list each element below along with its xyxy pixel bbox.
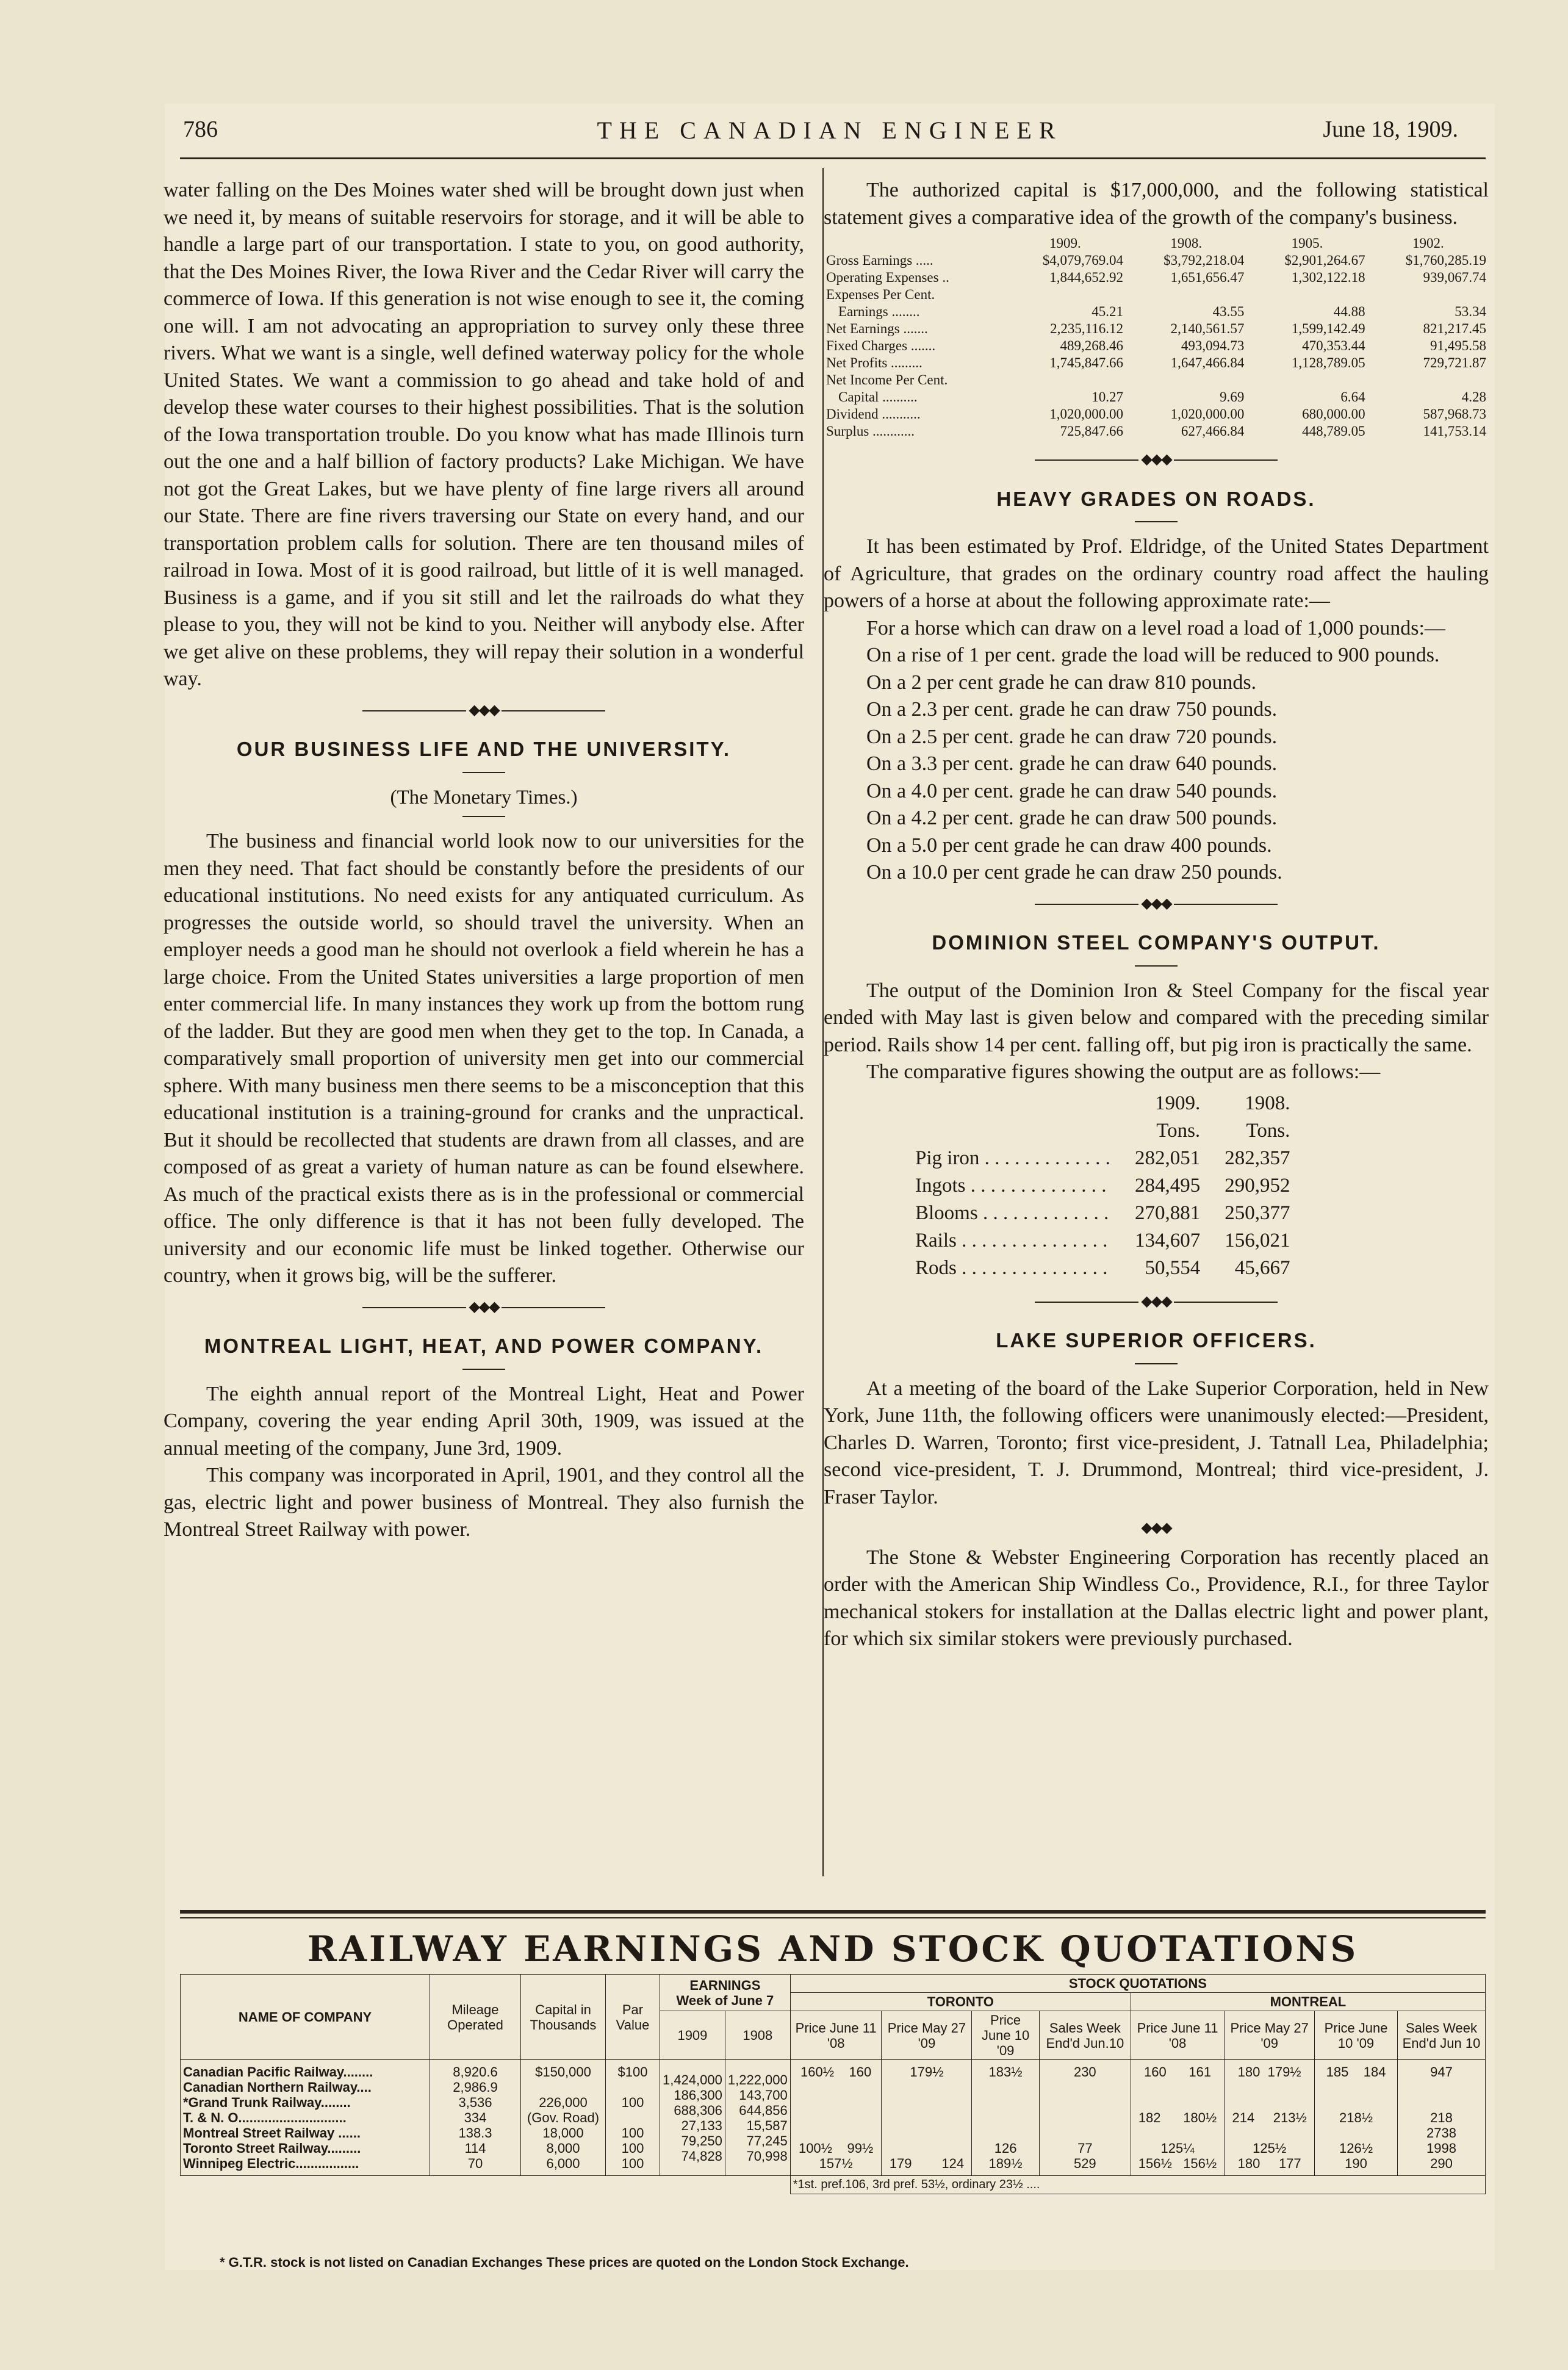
table-header-row bbox=[824, 235, 1489, 252]
capital-header: Capital in Thousands bbox=[521, 1975, 606, 2060]
earnings-1908-values: 1,222,000 143,700 644,856 15,587 77,245 70,998 bbox=[725, 2060, 790, 2176]
grade-line: On a 4.2 per cent. grade he can draw 500 pounds. bbox=[866, 807, 1278, 829]
table-row: Surplus ............ 725,847.66 627,466.84 448,789.05 141,753.14 bbox=[826, 423, 1486, 439]
mileage-header: Mileage Operated bbox=[430, 1975, 521, 2060]
montreal-heading: MONTREAL LIGHT, HEAT, AND POWER COMPANY. bbox=[204, 1334, 764, 1357]
table-row: Blooms . . . . . . . . . . . . . 270,881 250,377 bbox=[915, 1201, 1290, 1224]
year-header: 1902. bbox=[1412, 236, 1444, 251]
quote-header: Price June 10 '09 bbox=[972, 2011, 1039, 2060]
ornament-divider: ◆◆◆ bbox=[164, 697, 804, 724]
short-rule bbox=[1135, 1363, 1178, 1364]
week-label: Week of June 7 bbox=[676, 1992, 774, 2008]
ornament-divider: ◆◆◆ bbox=[164, 1294, 804, 1321]
short-rule bbox=[1135, 521, 1178, 522]
montreal-paragraph-1: The eighth annual report of the Montreal Light, Heat and Power Company, covering the year ending April 30th, 1909, was issued at the annual meeting of the company, June 3rd, 1909. bbox=[164, 1382, 804, 1460]
montreal-header: MONTREAL bbox=[1131, 1993, 1485, 2011]
grade-line: On a 5.0 per cent grade he can draw 400 pounds. bbox=[866, 834, 1272, 857]
table-row: Net Earnings ....... 2,235,116.12 2,140,561.57 1,599,142.49 821,217.45 bbox=[826, 321, 1486, 336]
lake-superior-paragraph: At a meeting of the board of the Lake Superior Corporation, held in New York, June 11th, the following officers were unanimously elected:—President, Charles D. Warren, Toronto; first vice-president, J. Tatnall Lea, Philadelphia; second vice-president, T. J. Drummond, Montreal; third vice-president, J. Fraser Taylor. bbox=[824, 1377, 1489, 1508]
short-rule bbox=[462, 772, 505, 773]
earnings-1909-values: 1,424,000 186,300 688,306 27,133 79,250 74,828 bbox=[660, 2060, 725, 2176]
table-row: Expenses Per Cent. bbox=[826, 287, 935, 302]
earnings-1909-header: 1909 bbox=[660, 2011, 725, 2060]
header-rule bbox=[180, 157, 1486, 159]
grades-paragraph-1: It has been estimated by Prof. Eldridge, of the United States Department of Agriculture, that grades on the ordinary country road affect the hauling powers of a horse at about the following approximate rate:— bbox=[824, 535, 1489, 612]
par-values: $100 100 100 100 100 bbox=[606, 2060, 660, 2176]
issue-date: June 18, 1909. bbox=[1323, 117, 1458, 142]
table-header-row: 1909. 1908. bbox=[1154, 1092, 1290, 1114]
quote-header: Price May 27 '09 bbox=[1225, 2011, 1315, 2060]
table-row: Operating Expenses .. 1,844,652.92 1,651,656.47 1,302,122.18 939,067.74 bbox=[826, 270, 1486, 285]
company-names: Canadian Pacific Railway........ Canadian Northern Railway.... *Grand Trunk Railway........ T. & N. O............................. Montreal Street Railway ...... Toronto Street Railway......... Winnipeg Electric................. bbox=[181, 2060, 430, 2176]
grade-line: On a 2.5 per cent. grade he can draw 720 pounds. bbox=[866, 725, 1278, 748]
table-row: Net Profits ......... 1,745,847.66 1,647,466.84 1,128,789.05 729,721.87 bbox=[826, 355, 1486, 370]
toronto-header: TORONTO bbox=[790, 1993, 1131, 2011]
short-rule bbox=[1135, 965, 1178, 967]
capital-values: $150,000 226,000 (Gov. Road) 18,000 8,000 6,000 bbox=[521, 2060, 606, 2176]
quote-values: 160½ 160 100½ 99½ 157½ bbox=[790, 2060, 882, 2176]
quote-values: 160 161 182 180½ 125¼ 156½ 156½ bbox=[1131, 2060, 1224, 2176]
section-rule-thin bbox=[180, 1917, 1486, 1918]
steel-output-table bbox=[909, 1090, 1296, 1282]
railway-section-title: RAILWAY EARNINGS AND STOCK QUOTATIONS bbox=[307, 1928, 1359, 1970]
table-row bbox=[181, 2176, 1486, 2194]
quote-header: Price June 11 '08 bbox=[790, 2011, 882, 2060]
section-rule-top bbox=[180, 1910, 1486, 1914]
short-rule bbox=[462, 1369, 505, 1370]
table-row: Fixed Charges ....... 489,268.46 493,094.73 470,353.44 91,495.58 bbox=[826, 338, 1486, 353]
quote-header: Price June 11 '08 bbox=[1131, 2011, 1224, 2060]
earnings-header: EARNINGS Week of June 7 bbox=[660, 1975, 791, 2011]
grade-line: On a 2 per cent grade he can draw 810 pounds. bbox=[866, 671, 1257, 694]
year-header: 1905. bbox=[1291, 236, 1323, 251]
grades-paragraph-2: For a horse which can draw on a level road a load of 1,000 pounds:— bbox=[866, 616, 1445, 639]
earnings-1908-header: 1908 bbox=[725, 2011, 790, 2060]
grade-line: On a 4.0 per cent. grade he can draw 540 pounds. bbox=[866, 779, 1278, 802]
railway-earnings-table bbox=[180, 1974, 1486, 2194]
short-rule bbox=[462, 816, 505, 817]
quote-values: 183½ 126 189½ bbox=[972, 2060, 1039, 2176]
quote-header: Price June 10 '09 bbox=[1315, 2011, 1398, 2060]
ornament-divider: ◆◆◆ bbox=[824, 446, 1489, 474]
running-header bbox=[165, 110, 1495, 159]
mileage-values: 8,920.6 2,986.9 3,536 334 138.3 114 70 bbox=[430, 2060, 521, 2176]
table-row: Gross Earnings ..... $4,079,769.04 $3,792,218.04 $2,901,264.67 $1,760,285.19 bbox=[826, 253, 1486, 268]
table-row: Capital .......... 10.27 9.69 6.64 4.28 bbox=[838, 389, 1486, 405]
capital-paragraph: The authorized capital is $17,000,000, and the following statistical statement gives a comparative idea of the growth of the company's business. bbox=[824, 179, 1489, 229]
footnote: * G.T.R. stock is not listed on Canadian Exchanges These prices are quoted on the London Stock Exchange. bbox=[220, 2255, 909, 2270]
quote-values: 185 184 218½ 126½ 190 bbox=[1315, 2060, 1398, 2176]
page-number: 786 bbox=[183, 117, 218, 142]
table-row bbox=[181, 2060, 1486, 2176]
stone-webster-paragraph: The Stone & Webster Engineering Corporation has recently placed an order with the American Ship Windless Co., Providence, R.I., for three Taylor mechanical stokers for installation at the Dallas electric light and power plant, for which six similar stokers were previously purchased. bbox=[824, 1546, 1489, 1650]
year-header: 1908. bbox=[1170, 236, 1203, 251]
journal-title: THE CANADIAN ENGINEER bbox=[597, 117, 1063, 144]
quote-header: Price May 27 '09 bbox=[882, 2011, 972, 2060]
lake-superior-heading: LAKE SUPERIOR OFFICERS. bbox=[996, 1329, 1317, 1352]
right-column bbox=[824, 177, 1489, 1653]
table-row: Dividend ........... 1,020,000.00 1,020,000.00 680,000.00 587,968.73 bbox=[826, 406, 1486, 422]
table-row: Rails . . . . . . . . . . . . . . . 134,607 156,021 bbox=[915, 1229, 1290, 1252]
table-header-row bbox=[181, 1975, 1486, 1993]
grade-line: On a 3.3 per cent. grade he can draw 640 pounds. bbox=[866, 752, 1278, 775]
ornament-divider: ◆◆◆ bbox=[824, 890, 1489, 918]
gtr-note: *1st. pref.106, 3rd pref. 53½, ordinary 23½ .... bbox=[790, 2176, 1485, 2194]
montreal-paragraph-2: This company was incorporated in April, 1901, and they control all the gas, electric light and power business of Montreal. They also furnish the Montreal Street Railway with power. bbox=[164, 1464, 804, 1541]
table-row: Earnings ........ 45.21 43.55 44.88 53.34 bbox=[838, 304, 1486, 319]
steel-heading: DOMINION STEEL COMPANY'S OUTPUT. bbox=[932, 931, 1381, 954]
grades-paragraph-3: On a rise of 1 per cent. grade the load will be reduced to 900 pounds. bbox=[866, 644, 1440, 666]
par-header: Par Value bbox=[606, 1975, 660, 2060]
business-heading: OUR BUSINESS LIFE AND THE UNIVERSITY. bbox=[236, 738, 732, 760]
quote-header: Sales Week End'd Jun 10 bbox=[1397, 2011, 1485, 2060]
quote-values: 179½ 179 124 bbox=[882, 2060, 972, 2176]
table-row: Rods . . . . . . . . . . . . . . . 50,554 45,667 bbox=[915, 1256, 1290, 1279]
waterway-paragraph: water falling on the Des Moines water shed will be brought down just when we need it, by means of suitable reservoirs for storage, and it will be able to handle a large part of our transportation. I state to you, on good authority, that the Des Moines River, the Iowa River and the Cedar River will carry the commerce of Iowa. If this generation is not wise enough to see it, the coming one will. I am not advocating an appropriation to survey only these three rivers. What we want is a single, well defined waterway policy for the whole United States. We want a commission to go ahead and take hold of and develop these water courses to their highest possibilities. That is the solution of the Iowa transportation trouble. Do you know what has made Illinois turn out the one and a half billion of factory products? Lake Michigan. We have not got the Great Lakes, but we have plenty of fine large rivers all around our State. There are fine rivers traversing our State on every hand, and our transportation problem calls for solution. There are ten thousand miles of railroad in Iowa. Most of it is good railroad, but little of it is well managed. Business is a game, and if you sit still and let the railroads do what they please to you, they will not be kind to you. Neither will anybody else. After we get alive on these problems, they will repay their solution in a wonderful way. bbox=[164, 179, 804, 690]
business-paragraph: The business and financial world look now to our universities for the men they need. That fact should be constantly before the presidents of our educational institutions. No need exists for any antiquated curriculum. As progresses the outside world, so should travel the university. When an employer needs a good man he should not overlook a field wherein he has a large choice. From the United States universities a large proportion of men enter commercial life. In many instances they work up from the bottom rung of the ladder. But they are good men when they get to the top. In Canada, a comparatively small proportion of university men get into our commercial sphere. With many business men there seems to be a misconception that this educational institution is a training-ground for cranks and the unpractical. But it should be recollected that students are drawn from all classes, and are composed of as great a variety of human nature as can be found elsewhere. As much of the practical exists there as is in the professional or commercial office. The only difference is that it has not been fully developed. The university and our economic life must be linked together. Otherwise our country, when it grows big, will be the sufferer. bbox=[164, 830, 804, 1287]
company-statistics-table bbox=[824, 235, 1489, 440]
table-row: Pig iron . . . . . . . . . . . . . 282,051 282,357 bbox=[915, 1147, 1290, 1169]
table-row: Net Income Per Cent. bbox=[826, 372, 948, 387]
steel-paragraph-1: The output of the Dominion Iron & Steel Company for the fiscal year ended with May last is given below and compared with the preceding similar period. Rails show 14 per cent. falling off, but pig iron is practically the same. bbox=[824, 979, 1489, 1056]
table-header-row: Tons. Tons. bbox=[1156, 1119, 1290, 1142]
quote-values: 180 179½ 214 213½ 125½ 180 177 bbox=[1225, 2060, 1315, 2176]
quote-values: 230 77 529 bbox=[1039, 2060, 1131, 2176]
grade-line: On a 2.3 per cent. grade he can draw 750 pounds. bbox=[866, 698, 1278, 721]
grades-heading: HEAVY GRADES ON ROADS. bbox=[996, 487, 1316, 510]
grade-line: On a 10.0 per cent grade he can draw 250 pounds. bbox=[866, 861, 1282, 884]
stock-quotations-header: STOCK QUOTATIONS bbox=[790, 1975, 1485, 1993]
source-credit: (The Monetary Times.) bbox=[390, 786, 578, 809]
ornament-divider: ◆◆◆ bbox=[1141, 1520, 1171, 1536]
quote-values: 947 218 2738 1998 290 bbox=[1397, 2060, 1485, 2176]
table-row: Ingots . . . . . . . . . . . . . . 284,495 290,952 bbox=[915, 1174, 1290, 1197]
year-header: 1909. bbox=[1049, 236, 1081, 251]
company-header: NAME OF COMPANY bbox=[181, 1975, 430, 2060]
ornament-divider: ◆◆◆ bbox=[824, 1288, 1489, 1316]
left-column bbox=[164, 177, 804, 1544]
steel-paragraph-2: The comparative figures showing the output are as follows:— bbox=[866, 1061, 1381, 1083]
quote-header: Sales Week End'd Jun.10 bbox=[1039, 2011, 1131, 2060]
